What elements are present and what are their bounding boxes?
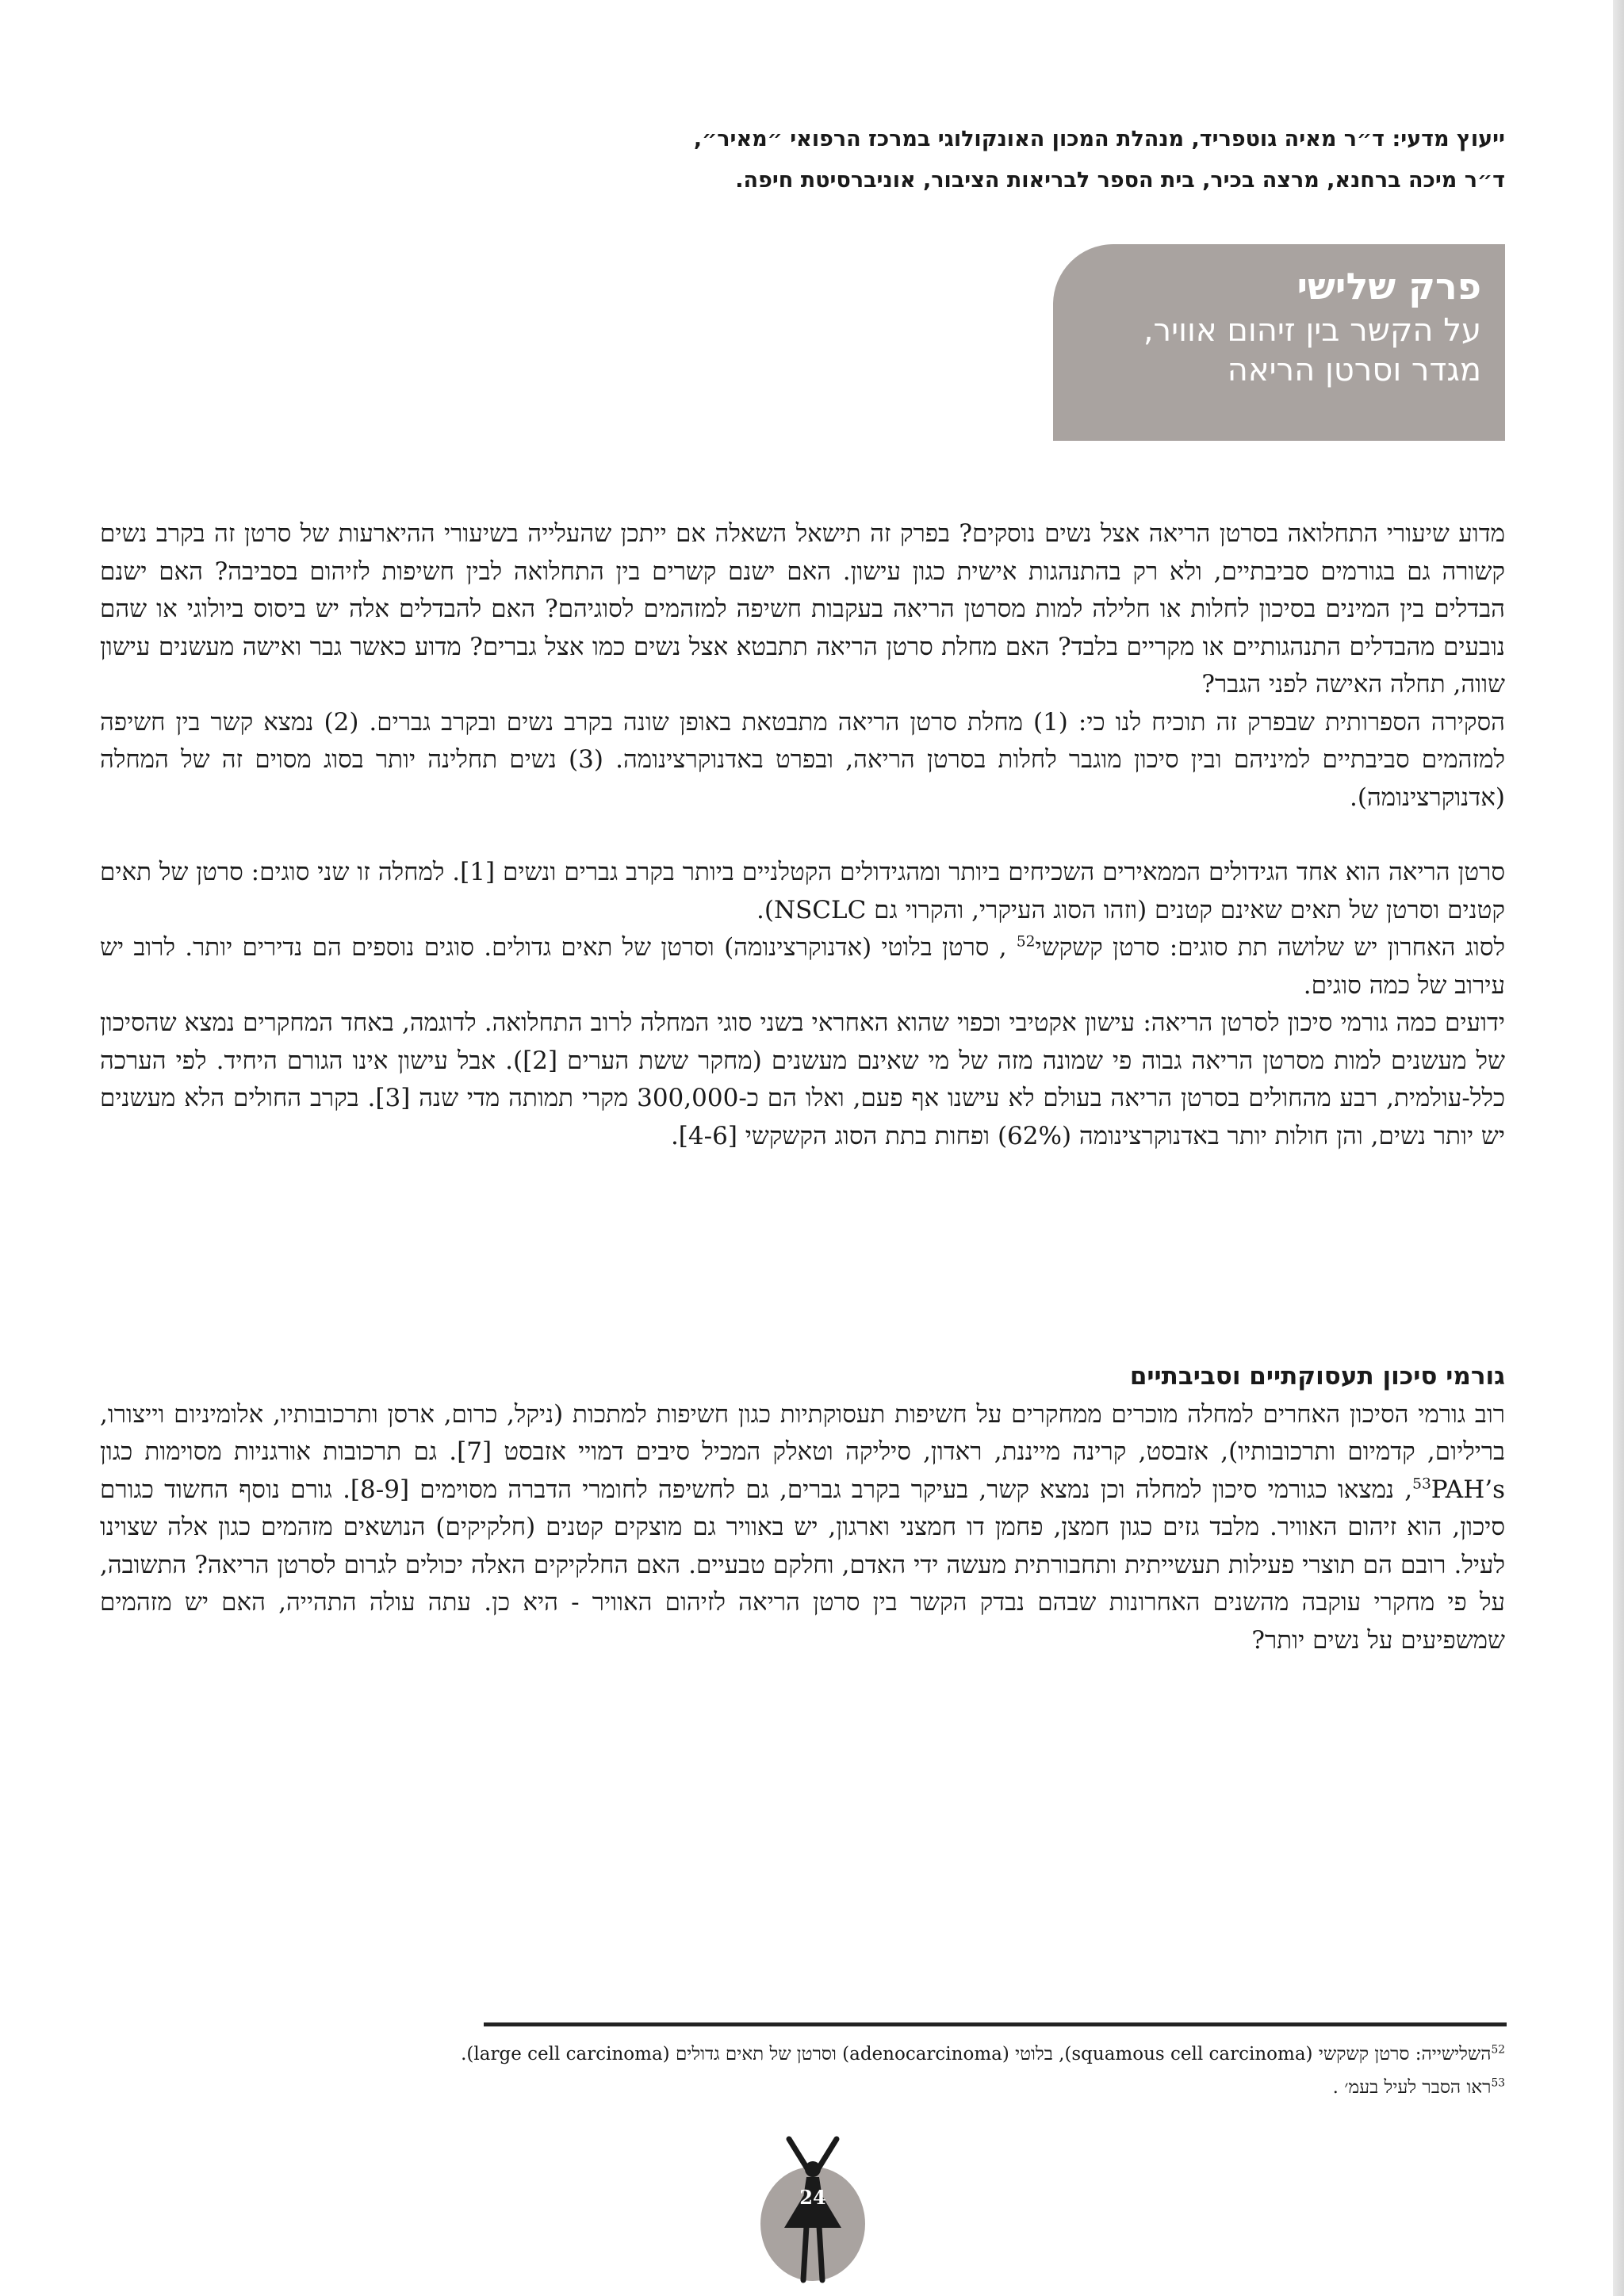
credits-line-1: ייעוץ מדעי: ד״ר מאיה גוטפריד, מנהלת המכון האונקולוגי במרכז הרפואי ״מאיר״, (693, 127, 1505, 151)
risk-factors-paragraph (100, 1396, 1505, 1660)
intro-paragraph-2: הסקירה הספרותית שבפרק זה תוכיח לנו כי: (1) מחלת סרטן הריאה מתבטאת באופן שונה בקרב נשים ובקרב גברים. (2) נמצא קשר בין חשיפה למזהמים סביבתיים למיניהם ובין סיכון מוגבר לחלות בסרטן הריאה, ובפרט באדנוקרצינומה. (3) נשים תחלינה יותר בסוג מסוים זה של המחלה (אדנוקרצינומה). (100, 707, 1505, 812)
footnote-52 (100, 2038, 1505, 2071)
footnotes (100, 2038, 1505, 2104)
background-p2-text-after: , סרטן בלוטי (אדנוקרצינומה) וסרטן של תאים גדולים. סוגים נוספים הם נדירים יותר. לרוב יש עירוב של כמה סוגים. (100, 933, 1505, 1000)
paragraph-gap (100, 817, 1505, 854)
page-edge-shadow (1613, 0, 1624, 2296)
background-paragraph-3: ידועים כמה גורמי סיכון לסרטן הריאה: עישון אקטיבי וכפוי שהוא האחראי בשני סוגי המחלה לרוב התחלואה. לדוגמה, באחד המחקרים נמצא שהסיכון של מעשנים למות מסרטן הריאה גבוה פי שמונה מזה של מי שאינם מעשנים (מחקר ששת הערים [2]). אבל עישון אינו הגורם היחיד. לפי הערכה כלל-עולמית, רבע מהחולים בסרטן הריאה בעולם לא עישנו אף פעם, ואלו הם כ-300,000 מקרי תמותה מדי שנה [3]. בקרב החולים הלא מעשנים יש יותר נשים, והן חולות יותר באדנוקרצינומה (62%) ופחות בתת הסוג הקשקשי [4-6]. (100, 1008, 1505, 1150)
footnote-text: השלישייה: סרטן קשקשי (squamous cell carcinoma), בלוטי (adenocarcinoma) וסרטן של תאים גדולים (large cell carcinoma). (461, 2044, 1492, 2064)
footnote-text: ראו הסבר לעיל בעמ׳ . (1332, 2077, 1492, 2098)
chapter-title-box (1053, 244, 1505, 441)
footnote-ref-52[interactable]: 52 (1016, 933, 1036, 951)
risk-factors-section (100, 1358, 1505, 1659)
footnote-53 (100, 2071, 1505, 2104)
scientific-credits (474, 119, 1505, 201)
risk-p1-text-before: רוב גורמי הסיכון האחרים למחלה מוכרים ממחקרים על חשיפות תעסוקתיות כגון חשיפות למתכות (ניקל, כרום, ארסן ותרכובותיו, אלומיניום וייצורו, בריליום, קדמיום ותרכובותיו), אזבסט, קרינה מייננת, ראדון, סיליקה וטאלק המכיל סיבים דמויי אזבסט [7]. גם תרכובות אורגניות מסוימות כגון (100, 1399, 1505, 1466)
footnote-divider (484, 2022, 1507, 2026)
chapter-subtitle-line-2: מגדר וסרטן הריאה (1227, 352, 1481, 388)
credits-line-2: ד״ר מיכה ברחנא, מרצה בכיר, בית הספר לבריאות הציבור, אוניברסיטת חיפה. (735, 168, 1505, 193)
pah-term (1412, 1475, 1505, 1504)
background-paragraph-2 (100, 929, 1505, 1004)
background-paragraph-1: סרטן הריאה הוא אחד הגידולים הממאירים השכיחים ביותר ומהגידולים הקטלניים ביותר בקרב גברים ונשים [1]. למחלה זו שני סוגים: סרטן של תאים קטנים וסרטן של תאים שאינם קטנים (וזהו הסוג העיקרי, והקרוי גם NSCLC). (100, 858, 1505, 924)
chapter-subtitle-line-1: על הקשר בין זיהום אוויר, (1143, 312, 1481, 349)
pah-term-label: PAH’s (1431, 1475, 1505, 1504)
footnote-number: 52 (1491, 2043, 1505, 2057)
intro-paragraph-1: מדוע שיעורי התחלואה בסרטן הריאה אצל נשים נוסקים? בפרק זה תישאל השאלה אם ייתכן שהעלייה בשיעורי ההיארעות של סרטן זה בקרב נשים קשורה גם בגורמים סביבתיים, ולא רק בהתנהגות אישית כגון עישון. האם ישנם קשרים בין התחלואה לבין חשיפות לזיהום בסביבה? האם ישנם הבדלים בין המינים בסיכון לחלות או חלילה למות מסרטן הריאה בעקבות חשיפה למזהמים לסוגיהם? האם להבדלים אלה יש ביסוס ביולוגי או שהם נובעים מהבדלים התנהגותיים או מקריים בלבד? האם מחלת סרטן הריאה תתבטא אצל נשים כמו אצל גברים? מדוע כאשר גבר ואישה מעשנים עישון שווה, תחלה האישה לפני הגבר? (100, 519, 1505, 698)
section-heading: גורמי סיכון תעסוקתיים וסביבתיים (1129, 1362, 1505, 1391)
footnote-ref-53[interactable]: 53 (1412, 1475, 1431, 1493)
footnote-number: 53 (1491, 2076, 1505, 2090)
risk-p1-text-after: , נמצאו כגורמי סיכון למחלה וכן נמצא קשר, בעיקר בקרב גברים, גם לחשיפה לחומרי הדברה מסוימים [8-9]. גורם נוסף החשוד כגורם סיכון, הוא זיהום האוויר. מלבד גזים כגון חמצן, פחמן דו חמצני וארגון, יש באוויר גם מוצקים קטנים (חלקיקים) הנושאים מזהמים כגון אלה שצוינו לעיל. רובם הם תוצרי פעילות תעשייתית ותחבורתית מעשה ידי האדם, וחלקם טבעיים. האם החלקיקים האלה יכולים לגרום לסרטן הריאה? התשובה, על פי מחקרי עוקבה מהשנים האחרונות שבהם נבדק הקשר בין סרטן הריאה לזיהום האוויר - היא כן. עתה עולה התהייה, האם יש מזהמים שמשפיעים על נשים יותר? (100, 1475, 1505, 1655)
chapter-number: פרק שלישי (1297, 265, 1481, 308)
background-p2-text-before: לסוג האחרון יש שלושה תת סוגים: סרטן קשקשי (1035, 933, 1505, 962)
page-number: 24 (799, 2186, 826, 2209)
intro-section (100, 515, 1505, 1155)
